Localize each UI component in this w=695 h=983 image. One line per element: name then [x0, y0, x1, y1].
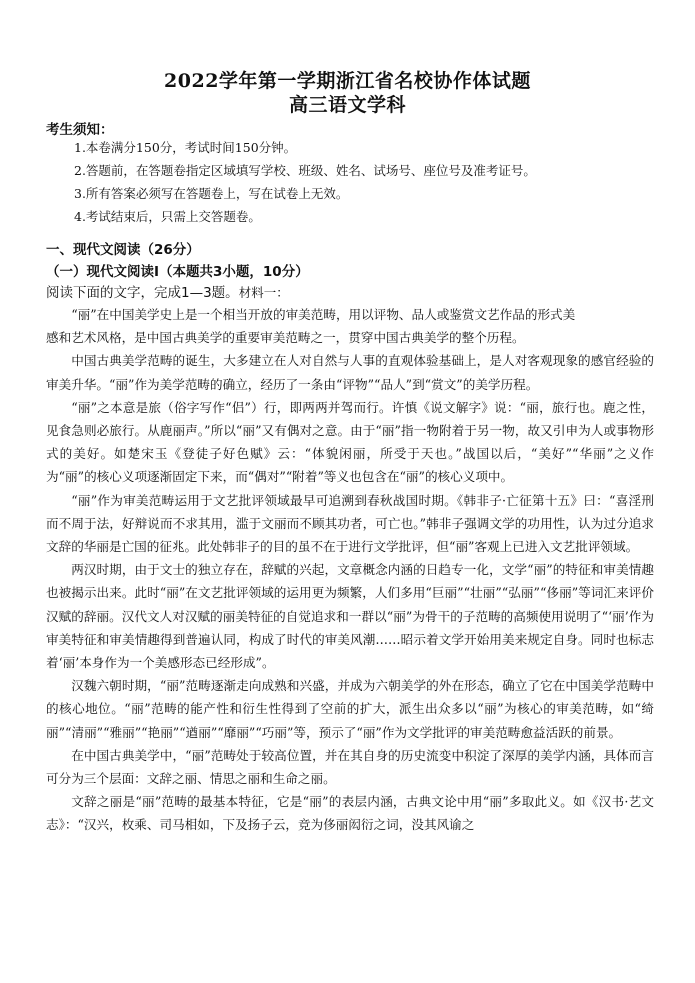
passage-paragraph: 中国古典美学范畴的诞生，大多建立在人对自然与人事的直观体验基础上，是人对客观现象的感官经验的审美升华。“丽”作为美学范畴的确立，经历了一条由“评物”“品人”到“赏文”的美学历程。: [46, 353, 654, 392]
passage-first-line: “丽”在中国美学史上是一个相当开放的审美范畴，用以评物、品人或鉴赏文艺作品的形式美: [71, 307, 576, 322]
instruction-text: 阅读下面的文字，完成1—3题。: [46, 285, 239, 301]
exam-title: 2022学年第一学期浙江省名校协作体试题: [164, 70, 531, 92]
reading-passage: [46, 303, 654, 837]
note-item: 2.答题前，在答题卷指定区域填写学校、班级、姓名、试场号、座位号及准考证号。: [74, 163, 536, 178]
material-label: 材料一：: [238, 285, 289, 300]
passage-paragraph: “丽”之本意是旅（俗字写作“侣”）行，即两两并驾而行。许慎《说文解字》说：“丽，旅行也。鹿之性，见食急则必旅行。从鹿丽声。”所以“丽”又有偶对之意。由于“丽”指一物附着于另一物，故又引申为人或事物形式的美好。如楚宋玉《登徒子好色赋》云：“体貌闲丽，所受于天也。”战国以后，“美好”“华丽”之义作为“丽”的核心义项逐渐固定下来，而“偶对”“附着”等义也包含在“丽”的核心义项中。: [46, 399, 654, 485]
note-item: 1.本卷满分150分，考试时间150分钟。: [74, 140, 297, 155]
note-item: 4.考试结束后，只需上交答题卷。: [74, 209, 261, 224]
subsection-heading: （一）现代文阅读Ⅰ（本题共3小题，10分）: [46, 264, 309, 280]
section-heading: 一、现代文阅读（26分）: [46, 242, 200, 258]
passage-paragraph: 在中国古典美学中，“丽”范畴处于较高位置，并在其自身的历史流变中积淀了深厚的美学内涵，具体而言可分为三个层面：文辞之丽、情思之丽和生命之丽。: [46, 747, 654, 787]
notes-heading: 考生须知：: [46, 122, 114, 138]
passage-paragraph: “丽”作为审美范畴运用于文艺批评领域最早可追溯到春秋战国时期。《韩非子·亡征第十五》曰：“喜淫刑而不周于法，好辩说而不求其用，滥于文丽而不顾其功者，可亡也。”韩非子强调文学的功用性，认为过分追求文辞的华丽是亡国的征兆。此处韩非子的目的虽不在于进行文学批评，但“丽”客观上已进入文艺批评领域。: [46, 492, 654, 555]
reading-instruction: [46, 281, 289, 301]
notes-list: [74, 136, 674, 228]
note-item: 3.所有答案必须写在答题卷上，写在试卷上无效。: [74, 186, 349, 201]
passage-paragraph: 两汉时期，由于文士的独立存在，辞赋的兴起，文章概念内涵的日趋专一化，文学“丽”的特征和审美情趣也被揭示出来。此时“丽”在文艺批评领域的运用更为频繁，人们多用“巨丽”“壮丽”“弘丽”“侈丽”等词汇来评价汉赋的辞丽。汉代文人对汉赋的丽美特征的自觉追求和一群以“丽”为骨干的子范畴的高频使用说明了“‘丽’作为审美特征和审美情趣得到普遍认同，构成了时代的审美风潮……昭示着文学开始用美来规定自身。同时也标志着‘丽’本身作为一个美感形态已经形成”。: [46, 562, 654, 671]
passage-paragraph: 汉魏六朝时期，“丽”范畴逐渐走向成熟和兴盛，并成为六朝美学的外在形态，确立了它在中国美学范畴中的核心地位。“丽”范畴的能产性和衍生性得到了空前的扩大，派生出众多以“丽”为核心的审美范畴，如“绮丽”“清丽”“雅丽”“艳丽”“遒丽”“靡丽”“巧丽”等，预示了“丽”作为文学批评的审美范畴愈益活跃的前景。: [46, 678, 654, 740]
passage-paragraph: 感和艺术风格，是中国古典美学的重要审美范畴之一，贯穿中国古典美学的整个历程。: [46, 330, 525, 346]
passage-paragraph: 文辞之丽是“丽”范畴的最基本特征，它是“丽”的表层内涵，古典文论中用“丽”多取此义。如《汉书·艺文志》：“汉兴，枚乘、司马相如，下及扬子云，竞为侈丽闳衍之词，没其风谕之: [46, 794, 654, 833]
exam-subject: 高三语文学科: [288, 94, 406, 116]
